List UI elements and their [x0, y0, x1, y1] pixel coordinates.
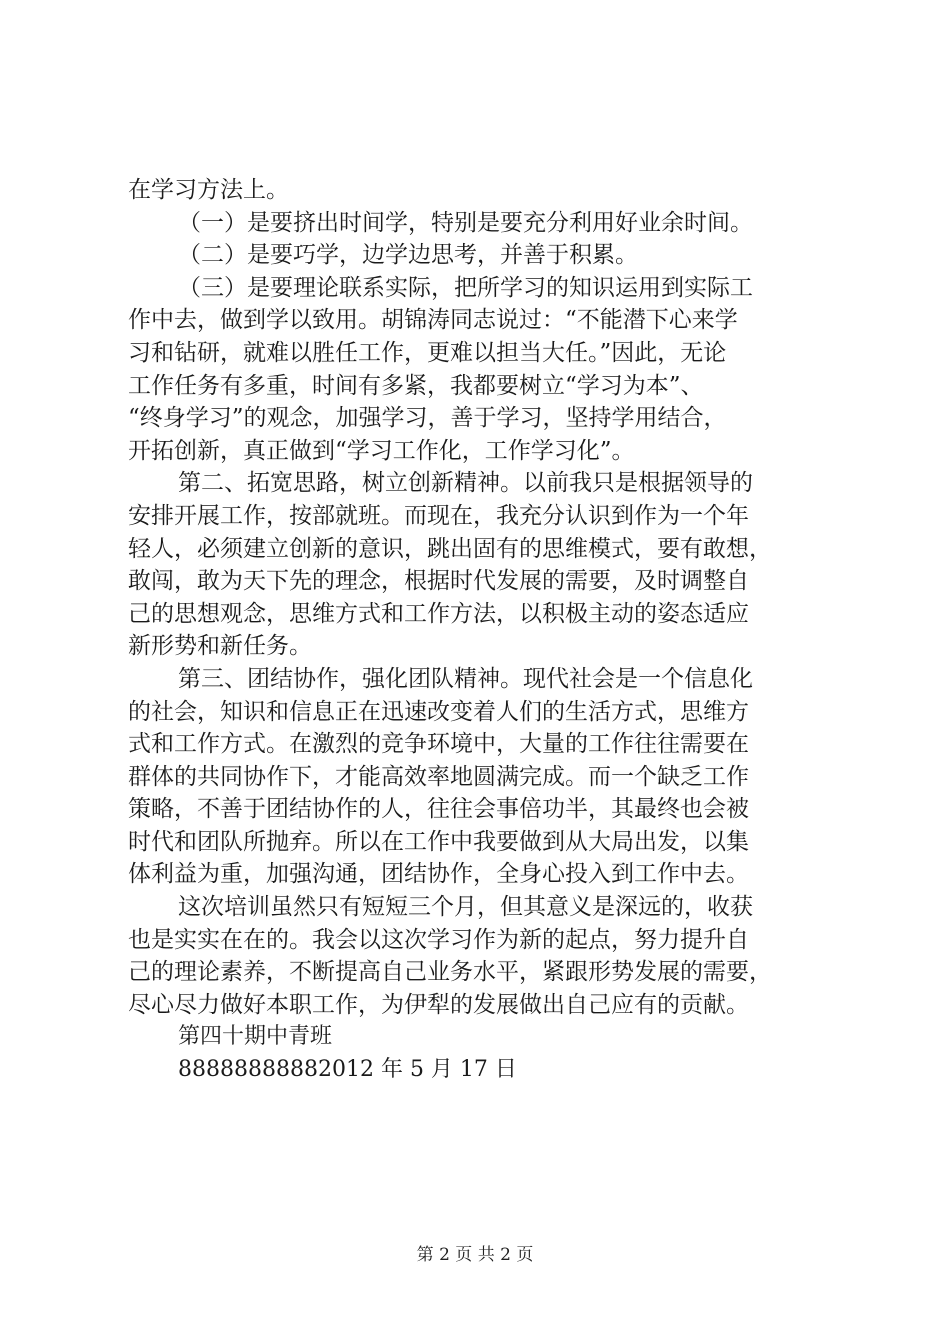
text-line: 时代和团队所抛弃。所以在工作中我要做到从大局出发，以集: [128, 828, 749, 855]
page-number-footer: 第 2 页 共 2 页: [416, 1245, 534, 1265]
text-line: 群体的共同协作下，才能高效率地圆满完成。而一个缺乏工作: [128, 763, 749, 790]
text-line: 新形势和新任务。: [128, 633, 312, 660]
text-line: 开拓创新，真正做到“学习工作化，工作学习化”。: [128, 437, 635, 464]
text-line: 工作任务有多重，时间有多紧，我都要树立“学习为本”、: [128, 372, 704, 399]
text-line: （二）是要巧学，边学边思考，并善于积累。: [178, 242, 638, 269]
text-line: 的社会，知识和信息正在迅速改变着人们的生活方式，思维方: [128, 698, 749, 725]
text-line: 敢闯，敢为天下先的理念，根据时代发展的需要，及时调整自: [128, 568, 749, 595]
text-line: 习和钻研，就难以胜任工作，更难以担当大任。”因此，无论: [128, 339, 727, 366]
text-line: 第二、拓宽思路，树立创新精神。以前我只是根据领导的: [178, 470, 753, 497]
text-line: 尽心尽力做好本职工作，为伊犁的发展做出自己应有的贡献。: [128, 991, 749, 1018]
text-line: 己的思想观念，思维方式和工作方法，以积极主动的姿态适应: [128, 600, 749, 627]
text-line: 轻人，必须建立创新的意识，跳出固有的思维模式，要有敢想，: [128, 535, 772, 562]
text-line: “终身学习”的观念，加强学习，善于学习，坚持学用结合，: [128, 405, 727, 432]
text-line: 己的理论素养，不断提高自己业务水平，紧跟形势发展的需要，: [128, 959, 772, 986]
text-line: （三）是要理论联系实际，把所学习的知识运用到实际工: [178, 274, 753, 301]
text-line: 作中去，做到学以致用。胡锦涛同志说过：“不能潜下心来学: [128, 307, 738, 334]
text-line: 这次培训虽然只有短短三个月，但其意义是深远的，收获: [178, 894, 753, 921]
document-body: [128, 174, 840, 1087]
text-line: 体利益为重，加强沟通，团结协作，全身心投入到工作中去。: [128, 861, 749, 888]
text-line: 策略，不善于团结协作的人，往往会事倍功半，其最终也会被: [128, 796, 749, 823]
text-line: 式和工作方式。在激烈的竞争环境中，大量的工作往往需要在: [128, 731, 749, 758]
text-line: 也是实实在在的。我会以这次学习作为新的起点，努力提升自: [128, 926, 749, 953]
text-line: 在学习方法上。: [128, 177, 289, 203]
text-line: 第三、团结协作，强化团队精神。现代社会是一个信息化: [178, 665, 753, 692]
text-line: （一）是要挤出时间学，特别是要充分利用好业余时间。: [178, 209, 753, 236]
text-line: 安排开展工作，按部就班。而现在，我充分认识到作为一个年: [128, 502, 749, 529]
signature-date: 88888888882012 年 5 月 17 日: [178, 1057, 517, 1083]
signature-class-name: 第四十期中青班: [178, 1024, 333, 1050]
